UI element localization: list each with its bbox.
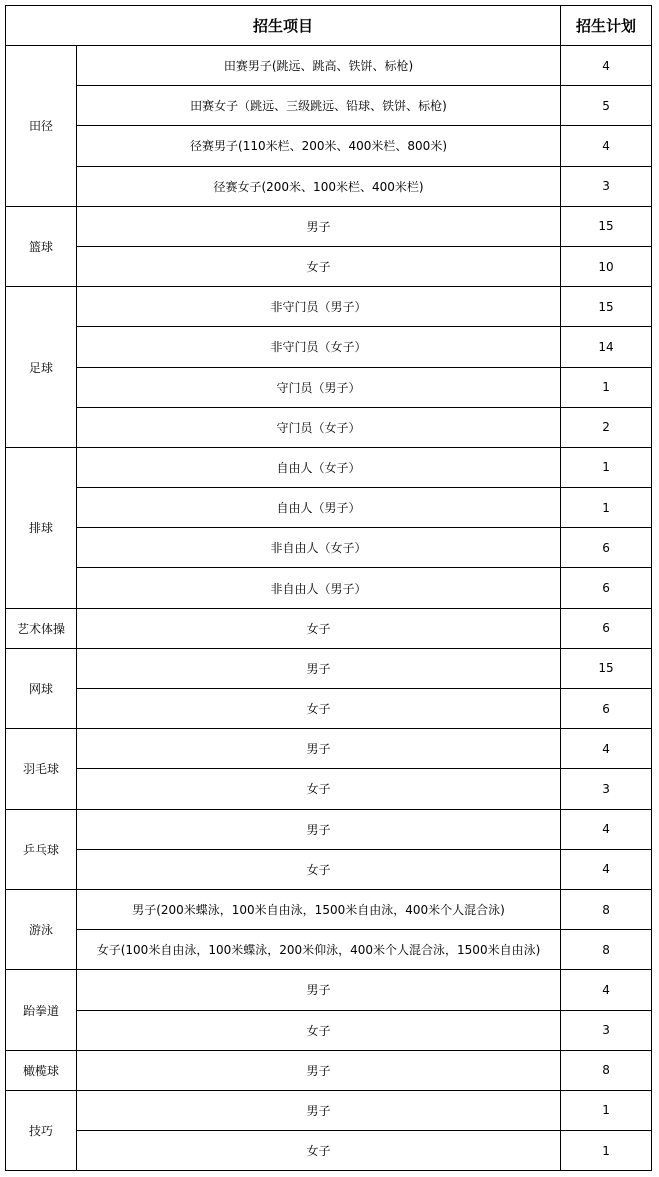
sport-cell: 跆拳道 [6,970,77,1050]
count-cell: 3 [561,166,652,206]
event-cell: 径赛男子(110米栏、200米、400米栏、800米) [77,126,561,166]
enrollment-table [5,5,652,1171]
event-cell: 男子 [77,648,561,688]
event-cell: 女子 [77,849,561,889]
table-row [6,447,652,487]
table-row [6,287,652,327]
table-row [6,1131,652,1171]
header-row [6,6,652,46]
count-cell: 4 [561,809,652,849]
table-row [6,689,652,729]
event-cell: 田赛女子（跳远、三级跳远、铅球、铁饼、标枪) [77,86,561,126]
count-cell: 4 [561,970,652,1010]
table-row [6,86,652,126]
event-cell: 男子(200米蝶泳，100米自由泳，1500米自由泳，400米个人混合泳) [77,889,561,929]
count-cell: 6 [561,689,652,729]
count-cell: 1 [561,1131,652,1171]
count-cell: 6 [561,568,652,608]
event-cell: 自由人（男子） [77,488,561,528]
event-cell: 女子 [77,246,561,286]
sport-cell: 橄榄球 [6,1050,77,1090]
event-cell: 男子 [77,206,561,246]
sport-cell: 游泳 [6,889,77,969]
event-cell: 男子 [77,970,561,1010]
sport-cell: 艺术体操 [6,608,77,648]
sport-cell: 田径 [6,46,77,207]
table-row [6,488,652,528]
count-cell: 4 [561,126,652,166]
table-row [6,126,652,166]
event-cell: 男子 [77,1090,561,1130]
count-cell: 8 [561,930,652,970]
event-cell: 女子 [77,689,561,729]
table-row [6,970,652,1010]
count-cell: 6 [561,608,652,648]
count-cell: 15 [561,648,652,688]
count-cell: 6 [561,528,652,568]
event-cell: 自由人（女子） [77,447,561,487]
count-cell: 1 [561,488,652,528]
table-row [6,407,652,447]
sport-cell: 技巧 [6,1090,77,1170]
table-row [6,166,652,206]
count-cell: 1 [561,1090,652,1130]
table-body [6,46,652,1171]
table-row [6,246,652,286]
header-plan: 招生计划 [561,6,652,46]
table-row [6,930,652,970]
sport-cell: 羽毛球 [6,729,77,809]
count-cell: 2 [561,407,652,447]
table-row [6,809,652,849]
event-cell: 径赛女子(200米、100米栏、400米栏) [77,166,561,206]
table-row [6,528,652,568]
event-cell: 男子 [77,809,561,849]
table-row [6,367,652,407]
sport-cell: 篮球 [6,206,77,286]
event-cell: 女子 [77,1010,561,1050]
count-cell: 1 [561,447,652,487]
count-cell: 4 [561,729,652,769]
table-row [6,46,652,86]
event-cell: 守门员（女子） [77,407,561,447]
table-row [6,327,652,367]
count-cell: 14 [561,327,652,367]
sport-cell: 排球 [6,447,77,608]
event-cell: 女子 [77,769,561,809]
count-cell: 10 [561,246,652,286]
table-row [6,648,652,688]
table-row [6,769,652,809]
table-row [6,1050,652,1090]
event-cell: 非守门员（男子） [77,287,561,327]
count-cell: 4 [561,46,652,86]
table-row [6,1010,652,1050]
count-cell: 15 [561,206,652,246]
event-cell: 女子 [77,1131,561,1171]
sport-cell: 乒乓球 [6,809,77,889]
table-row [6,206,652,246]
table-row [6,568,652,608]
count-cell: 3 [561,1010,652,1050]
count-cell: 8 [561,889,652,929]
table-row [6,1090,652,1130]
event-cell: 女子 [77,608,561,648]
count-cell: 8 [561,1050,652,1090]
event-cell: 男子 [77,729,561,769]
table-row [6,729,652,769]
count-cell: 4 [561,849,652,889]
sport-cell: 网球 [6,648,77,728]
table-row [6,889,652,929]
count-cell: 5 [561,86,652,126]
event-cell: 非自由人（男子） [77,568,561,608]
count-cell: 15 [561,287,652,327]
event-cell: 非守门员（女子） [77,327,561,367]
event-cell: 男子 [77,1050,561,1090]
event-cell: 守门员（男子） [77,367,561,407]
header-project: 招生项目 [6,6,561,46]
event-cell: 女子(100米自由泳，100米蝶泳，200米仰泳，400米个人混合泳，1500米自由泳) [77,930,561,970]
event-cell: 非自由人（女子） [77,528,561,568]
count-cell: 1 [561,367,652,407]
table-row [6,849,652,889]
table-row [6,608,652,648]
count-cell: 3 [561,769,652,809]
event-cell: 田赛男子(跳远、跳高、铁饼、标枪) [77,46,561,86]
sport-cell: 足球 [6,287,77,448]
